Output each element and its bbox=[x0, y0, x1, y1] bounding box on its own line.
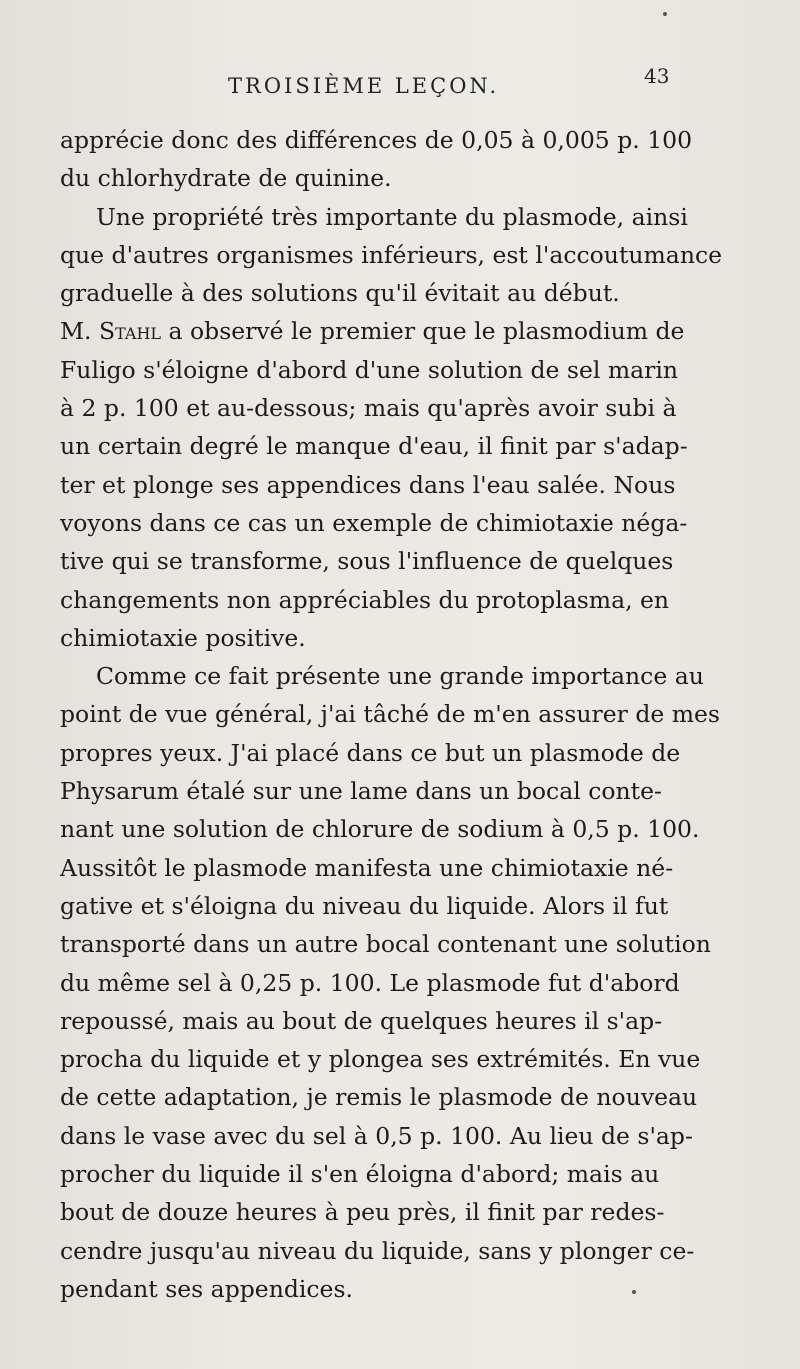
text-line: ter et plonge ses appendices dans l'eau salée. Nous bbox=[60, 470, 676, 499]
text-line: gative et s'éloigna du niveau du liquide. Alors il fut bbox=[60, 891, 669, 920]
running-head: TROISIÈME LEÇON. bbox=[228, 74, 500, 98]
text-line: apprécie donc des différences de 0,05 à 0,005 p. 100 bbox=[60, 126, 693, 154]
text-fragment: M. bbox=[60, 317, 100, 346]
text-line: repoussé, mais au bout de quelques heures il s'ap- bbox=[60, 1006, 663, 1035]
text-line: changements non appréciables du protoplasma, en bbox=[60, 585, 670, 614]
text-line: pendant ses appendices. bbox=[60, 1274, 353, 1303]
text-line: de cette adaptation, je remis le plasmode de nouveau bbox=[60, 1083, 698, 1112]
text-line: un certain degré le manque d'eau, il finit par s'adap- bbox=[60, 432, 688, 461]
text-line: cendre jusqu'au niveau du liquide, sans y plonger ce- bbox=[60, 1236, 695, 1265]
text-line: du même sel à 0,25 p. 100. Le plasmode fut d'abord bbox=[60, 968, 680, 997]
text-line: à 2 p. 100 et au-dessous; mais qu'après avoir subi à bbox=[60, 394, 677, 423]
text-line: Physarum étalé sur une lame dans un bocal conte- bbox=[60, 777, 662, 806]
text-line bbox=[60, 312, 700, 350]
text-line: Aussitôt le plasmode manifesta une chimiotaxie né- bbox=[60, 853, 674, 882]
text-line: graduelle à des solutions qu'il évitait au début. bbox=[60, 279, 620, 308]
text-line: tive qui se transforme, sous l'influence de quelques bbox=[60, 547, 674, 576]
text-line: procha du liquide et y plongea ses extrémités. En vue bbox=[60, 1045, 701, 1074]
text-line: que d'autres organismes inférieurs, est l'accoutumance bbox=[60, 240, 723, 269]
text-line: chimiotaxie positive. bbox=[60, 623, 306, 652]
text-line: bout de douze heures à peu près, il finit par redes- bbox=[60, 1198, 665, 1227]
paragraph-start-line: Comme ce fait présente une grande importance au bbox=[96, 662, 704, 691]
text-line: procher du liquide il s'en éloigna d'abord; mais au bbox=[60, 1160, 660, 1189]
text-line: point de vue général, j'ai tâché de m'en assurer de mes bbox=[60, 700, 720, 729]
body-text bbox=[60, 121, 723, 1308]
print-speck bbox=[632, 1290, 636, 1294]
page-number: 43 bbox=[644, 64, 670, 88]
text-line: voyons dans ce cas un exemple de chimiotaxie néga- bbox=[60, 508, 688, 537]
text-line: Fuligo s'éloigne d'abord d'une solution de sel marin bbox=[60, 355, 679, 384]
text-line: du chlorhydrate de quinine. bbox=[60, 164, 392, 193]
print-speck bbox=[663, 12, 667, 16]
paragraph-start-line: Une propriété très importante du plasmode, ainsi bbox=[96, 202, 688, 231]
author-name: Stahl bbox=[99, 317, 162, 346]
text-fragment: a observé le premier que le plasmodium de bbox=[161, 317, 685, 346]
text-line: transporté dans un autre bocal contenant une solution bbox=[60, 930, 711, 959]
text-line: propres yeux. J'ai placé dans ce but un plasmode de bbox=[60, 738, 681, 767]
text-line: nant une solution de chlorure de sodium à 0,5 p. 100. bbox=[60, 815, 700, 844]
text-line: dans le vase avec du sel à 0,5 p. 100. Au lieu de s'ap- bbox=[60, 1121, 693, 1150]
